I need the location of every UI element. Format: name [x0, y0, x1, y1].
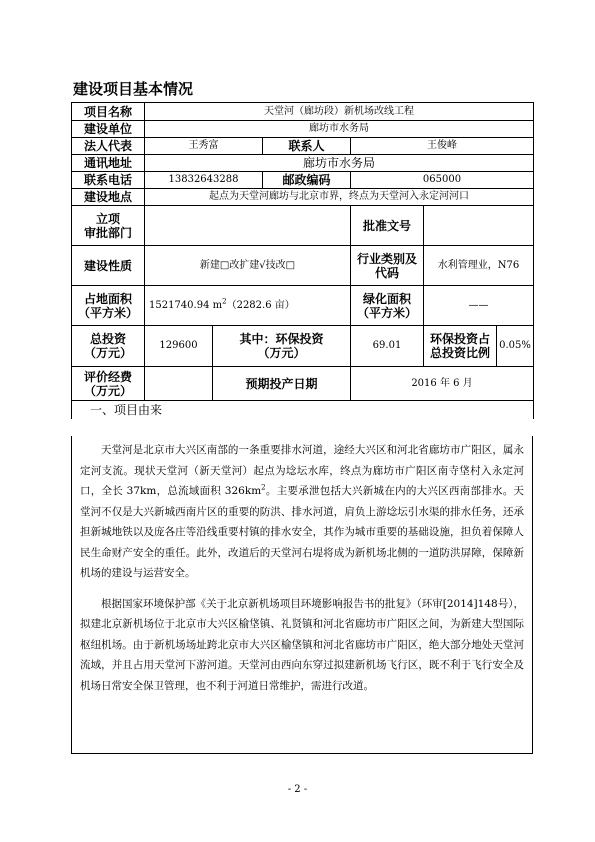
eval-cost-label-line1: 评价经费	[83, 369, 132, 384]
area-number: 1521740.94 m	[149, 299, 223, 311]
industry-label: 行业类别及代码	[351, 246, 424, 286]
paragraph-1-part-b: 。主要承泄包括大兴新城在内的大兴区西南部排水。天堂河不仅是大兴新城西南片区的重要的防洪、排水河道，肩负上游埝坛引水渠的排水任务，还承担新城地铁以及庞各庄等沿线重要村镇的排水安全，其作为城市重要的基础设施，担负着保障人民生命财产安全的重任。此外，改道后的天堂河右堤将成为新机场北侧的一道防洪屏障，保障新机场的建设与运营安全。	[80, 485, 525, 579]
invest-label-line1: 总投资	[89, 332, 126, 346]
eval-cost-label-line2: （万元）	[83, 383, 132, 398]
row-phone	[72, 172, 534, 189]
env-ratio-value: 0.05%	[496, 326, 533, 366]
page-title: 建设项目基本情况	[73, 80, 194, 98]
unit-label: 建设单位	[72, 121, 145, 138]
row-invest	[72, 326, 534, 367]
row-section-heading	[72, 401, 534, 419]
invest-value: 129600	[145, 326, 213, 367]
row-address	[72, 155, 534, 172]
env-invest-label	[213, 326, 351, 367]
contact-value: 王俊峰	[351, 138, 534, 155]
row-eval	[72, 367, 534, 401]
address-value: 廊坊市水务局	[145, 155, 534, 172]
start-date-label: 预期投产日期	[213, 367, 351, 401]
location-value: 起点为天堂河廊坊与北京市界，终点为天堂河入永定河河口	[145, 189, 534, 206]
phone-label: 联系电话	[72, 172, 145, 189]
paragraph-1	[80, 440, 524, 584]
page-number: - 2 -	[287, 784, 308, 795]
paragraph-1-part-a: 天堂河是北京市大兴区南部的一条重要排水河道，途经大兴区和河北省廊坊市广阳区，属永定河支流。现状天堂河（新天堂河）起点为埝坛水库，终点为廊坊市广阳区南寺垡村入永定河口，全长 37km，总流域面积 326km	[80, 444, 524, 497]
area-label-line1: 占地面积	[83, 291, 132, 306]
eval-cost-value	[145, 367, 213, 401]
start-date-value: 2016 年 6 月	[351, 367, 534, 401]
unit-value: 廊坊市水务局	[145, 121, 534, 138]
approval-no-value	[424, 206, 534, 246]
phone-value: 13832643288	[145, 172, 263, 189]
legal-rep-value: 王秀富	[145, 138, 263, 155]
section-heading: 一、项目由来	[72, 401, 534, 419]
project-name-value: 天堂河（廊坊段）新机场改线工程	[145, 103, 534, 121]
postcode-value: 065000	[351, 172, 534, 189]
contact-label: 联系人	[263, 138, 351, 155]
row-nature	[72, 246, 534, 286]
project-info-table	[71, 102, 534, 419]
area-mu: （2282.6 亩）	[226, 299, 295, 311]
env-ratio-label-line2: 总投资比例	[429, 346, 490, 360]
env-invest-label-line1: 其中：环保投资	[239, 332, 324, 346]
green-label-line2: （平方米）	[356, 305, 417, 320]
location-label: 建设地点	[72, 189, 145, 206]
approval-dept-label-line2: 审批部门	[83, 225, 132, 240]
area-label	[72, 286, 145, 326]
env-invest-label-line2: （万元）	[257, 346, 306, 360]
row-approval	[72, 206, 534, 246]
row-legal-rep	[72, 138, 534, 155]
green-label-line1: 绿化面积	[362, 291, 411, 306]
row-unit	[72, 121, 534, 138]
row-project-name	[72, 103, 534, 121]
body-text	[71, 436, 533, 754]
nature-label: 建设性质	[72, 246, 145, 286]
approval-no-label: 批准文号	[351, 206, 424, 246]
area-unit-sup: 2	[222, 297, 227, 306]
green-value: ——	[424, 286, 534, 326]
row-location	[72, 189, 534, 206]
approval-dept-value	[145, 206, 351, 246]
approval-dept-label	[72, 206, 145, 246]
postcode-label: 邮政编码	[263, 172, 351, 189]
area-value	[145, 286, 351, 326]
approval-dept-label-line1: 立项	[95, 211, 120, 226]
legal-rep-label: 法人代表	[72, 138, 145, 155]
row-area	[72, 286, 534, 326]
green-label	[351, 286, 424, 326]
nature-value: 新建□改扩建√技改□	[145, 246, 351, 286]
env-ratio-cell	[424, 326, 534, 367]
eval-cost-label	[72, 367, 145, 401]
env-ratio-label-line1: 环保投资占	[429, 332, 490, 346]
paragraph-2: 根据国家环境保护部《关于北京新机场项目环境影响报告书的批复》（环审[2014]148号），拟建北京新机场位于北京市大兴区榆垡镇、礼贤镇和河北省廊坊市广阳区之间，为新建大型国际枢纽机场。由于新机场场址跨北京市大兴区榆垡镇和河北省廊坊市广阳区，绝大部分地处天堂河流域，并且占用天堂河下游河道。天堂河由西向东穿过拟建新机场飞行区，既不利于飞行安全及机场日常安全保卫管理，也不利于河道日常维护，需进行改道。	[80, 597, 524, 692]
area-label-line2: （平方米）	[77, 305, 138, 320]
invest-label	[72, 326, 145, 367]
project-name-label: 项目名称	[72, 103, 145, 121]
env-invest-value: 69.01	[351, 326, 424, 367]
paragraph-1-sup: 2	[261, 483, 266, 492]
industry-value: 水利管理业，N76	[424, 246, 534, 286]
address-label: 通讯地址	[72, 155, 145, 172]
env-ratio-label	[424, 326, 496, 366]
invest-label-line2: （万元）	[83, 346, 132, 360]
